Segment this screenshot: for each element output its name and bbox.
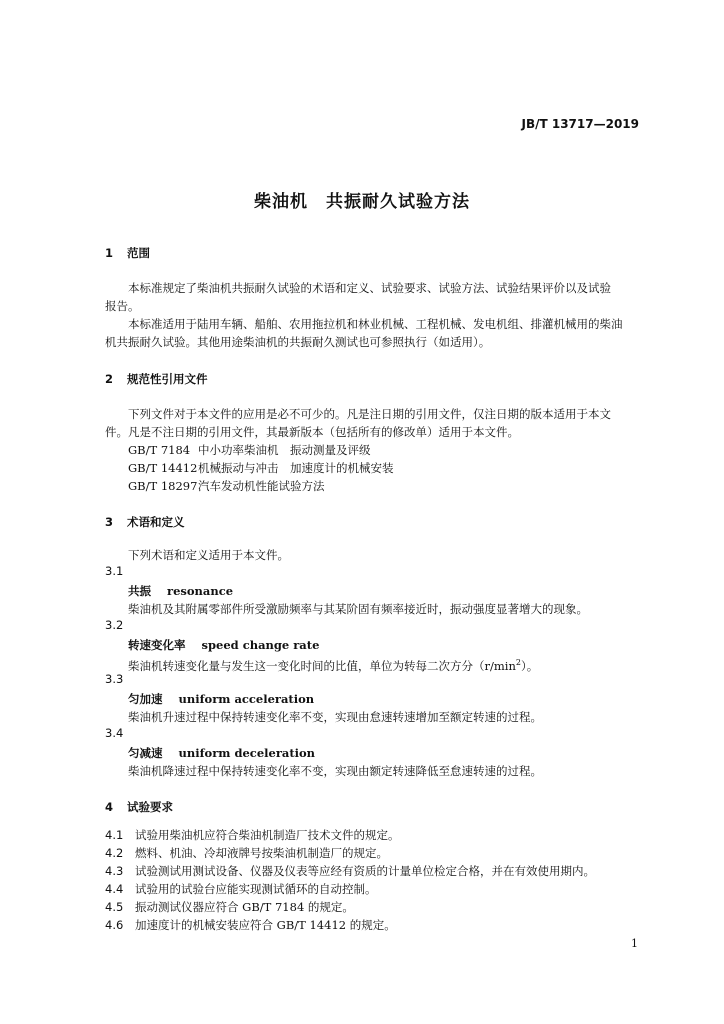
section-title: 试验要求 — [127, 800, 173, 814]
section-number: 2 — [105, 372, 114, 386]
reference-title: 中小功率柴油机 振动测量及评级 — [198, 443, 371, 457]
paragraph-line: 下列文件对于本文件的应用是必不可少的。凡是注日期的引用文件，仅注日期的版本适用于本文 — [128, 407, 611, 421]
reference-code: GB/T 18297 — [128, 479, 198, 493]
superscript: 2 — [515, 658, 521, 667]
item-text: 振动测试仪器应符合 GB/T 7184 的规定。 — [135, 900, 354, 914]
section-number: 4 — [105, 800, 114, 814]
reference-item — [128, 477, 325, 495]
requirement-item — [105, 826, 400, 844]
requirement-item — [105, 880, 377, 898]
reference-code: GB/T 7184 — [128, 443, 191, 457]
term-definition — [128, 654, 538, 675]
term-definition: 柴油机升速过程中保持转速变化率不变，实现由怠速转速增加至额定转速的过程。 — [128, 710, 542, 724]
term-number: 3.2 — [105, 618, 124, 632]
term-en: uniform acceleration — [178, 692, 315, 706]
term-entry — [128, 690, 314, 708]
term-zh: 转速变化率 — [128, 638, 186, 652]
term-zh: 匀减速 — [128, 746, 163, 760]
term-en: resonance — [167, 584, 234, 598]
standard-number: JB/T 13717—2019 — [521, 117, 639, 131]
paragraph-line: 机共振耐久试验。其他用途柴油机的共振耐久测试也可参照执行（如适用）。 — [105, 335, 491, 349]
section-title: 范围 — [127, 246, 150, 260]
paragraph-line: 下列术语和定义适用于本文件。 — [128, 548, 289, 562]
term-definition-text: 柴油机转速变化量与发生这一变化时间的比值，单位为转每二次方分（r/min — [128, 658, 516, 673]
section-4-heading — [105, 799, 173, 815]
term-definition-tail: ）。 — [520, 658, 539, 673]
reference-item — [128, 441, 371, 459]
section-number: 1 — [105, 246, 114, 260]
term-entry — [128, 744, 315, 762]
reference-title: 汽车发动机性能试验方法 — [198, 479, 325, 493]
reference-title: 机械振动与冲击 加速度计的机械安装 — [198, 461, 394, 475]
section-title: 规范性引用文件 — [127, 372, 208, 386]
page-number: 1 — [631, 937, 638, 950]
section-number: 3 — [105, 515, 114, 529]
term-definition: 柴油机及其附属零部件所受激励频率与其某阶固有频率接近时，振动强度显著增大的现象。 — [128, 602, 588, 616]
requirement-item — [105, 862, 595, 880]
item-number: 4.3 — [105, 864, 124, 878]
item-text: 加速度计的机械安装应符合 GB/T 14412 的规定。 — [135, 918, 396, 932]
term-zh: 匀加速 — [128, 692, 163, 706]
section-3-heading — [105, 514, 185, 530]
term-en: speed change rate — [201, 638, 320, 652]
paragraph-line: 本标准适用于陆用车辆、船舶、农用拖拉机和林业机械、工程机械、发电机组、排灌机械用的柴油 — [128, 317, 623, 331]
item-text: 试验测试用测试设备、仪器及仪表等应经有资质的计量单位检定合格，并在有效使用期内。 — [135, 864, 595, 878]
paragraph-line: 报告。 — [105, 299, 140, 313]
document-title: 柴油机 共振耐久试验方法 — [254, 192, 470, 212]
paragraph-line: 件。凡是不注日期的引用文件，其最新版本（包括所有的修改单）适用于本文件。 — [105, 425, 519, 439]
term-entry — [128, 582, 233, 600]
requirement-item — [105, 916, 396, 934]
section-title: 术语和定义 — [127, 515, 185, 529]
item-number: 4.5 — [105, 900, 124, 914]
term-definition: 柴油机降速过程中保持转速变化率不变，实现由额定转速降低至怠速转速的过程。 — [128, 764, 542, 778]
item-number: 4.4 — [105, 882, 124, 896]
reference-item — [128, 459, 394, 477]
reference-code: GB/T 14412 — [128, 461, 198, 475]
item-number: 4.1 — [105, 828, 124, 842]
item-number: 4.6 — [105, 918, 124, 932]
term-number: 3.4 — [105, 726, 124, 740]
term-number: 3.3 — [105, 672, 124, 686]
requirement-item — [105, 898, 354, 916]
section-2-heading — [105, 371, 208, 387]
term-entry — [128, 636, 319, 654]
term-number: 3.1 — [105, 564, 124, 578]
item-text: 试验用柴油机应符合柴油机制造厂技术文件的规定。 — [135, 828, 400, 842]
item-text: 试验用的试验台应能实现测试循环的自动控制。 — [135, 882, 377, 896]
term-zh: 共振 — [128, 584, 151, 598]
item-text: 燃料、机油、冷却液牌号按柴油机制造厂的规定。 — [135, 846, 388, 860]
item-number: 4.2 — [105, 846, 124, 860]
section-1-heading — [105, 245, 150, 261]
paragraph-line: 本标准规定了柴油机共振耐久试验的术语和定义、试验要求、试验方法、试验结果评价以及试验 — [128, 281, 611, 295]
requirement-item — [105, 844, 388, 862]
term-en: uniform deceleration — [178, 746, 316, 760]
